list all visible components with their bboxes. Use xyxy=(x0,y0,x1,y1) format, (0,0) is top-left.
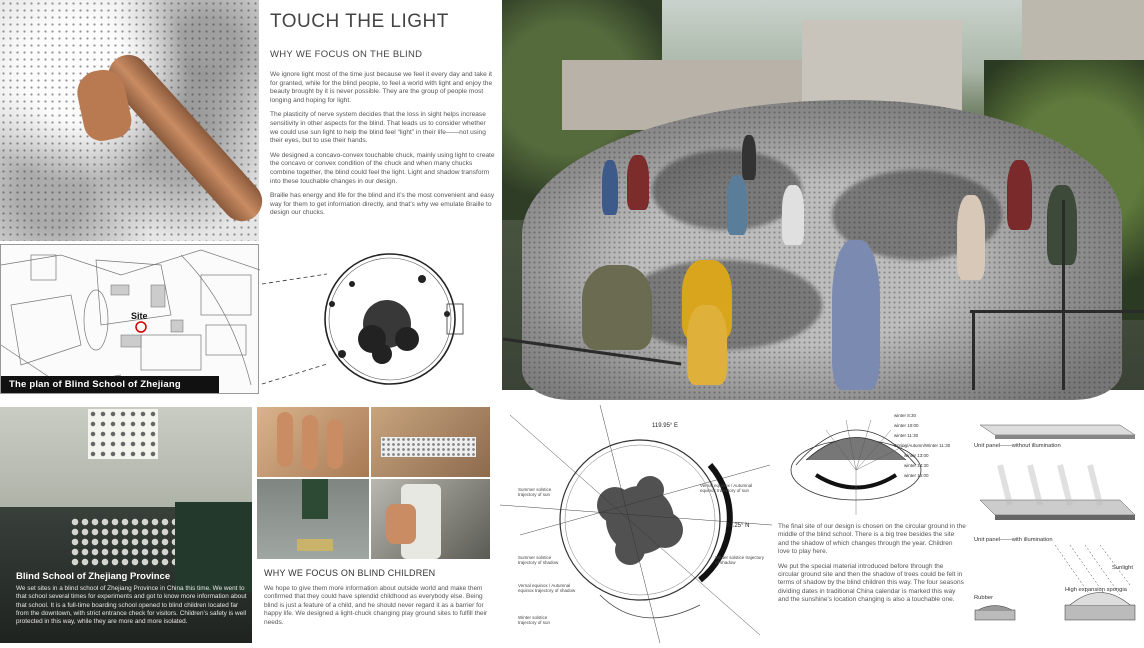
sun-time-label: winter 14:30 xyxy=(904,463,929,468)
child-figure xyxy=(742,135,756,180)
hand-light-photo xyxy=(0,0,259,241)
intro-text-block xyxy=(270,8,496,243)
intro-paragraph: We ignore light most of the time just because we feel it every day and take it for granted, while for the blind people, to feel a world with light and enjoy the beauty brought by it is never possible. They are the group of people most longing and hoping for light. xyxy=(270,71,493,104)
final-paragraph: The final site of our design is chosen on the circular ground in the middle of the blind school. There is a big tree besides the site and the shadow of which changes through the year. Children love to play here. xyxy=(778,523,966,556)
shadow-trajectory-diagram xyxy=(500,405,772,643)
green-wall xyxy=(175,502,252,592)
school-title: Blind School of Zhejiang Province xyxy=(16,571,171,582)
sunlight-label: Sunlight xyxy=(1112,565,1133,571)
spongia-label: High expansion spongia xyxy=(1065,587,1127,593)
sun-time-label: winter 8:30 xyxy=(894,413,917,418)
braille-photo xyxy=(371,479,490,559)
unit-panel-svg xyxy=(970,405,1144,643)
trajectory-label: Vernal equinox / Autumnal equinox trajectory of shadow xyxy=(518,583,576,593)
intro-subtitle: WHY WE FOCUS ON THE BLIND xyxy=(270,49,423,60)
hand-shape xyxy=(386,504,416,544)
intro-paragraph: The plasticity of nerve system decides that the loss in sight helps increase sensitivity in other aspects for the blind. That leads us to consider whether we could use sun light to help the blind feel “light” in their life——not using their eyes, but to use their hands. xyxy=(270,111,486,145)
trajectory-label: Winter solstice trajectory of sun xyxy=(518,615,551,625)
school-photo xyxy=(0,407,252,643)
braille-photo xyxy=(371,407,490,477)
tactile-paving xyxy=(297,539,333,551)
children-text: We hope to give them more information about outside world and make them confirmed that they could have splendid childhood as everybody else. Being blind is just a feature of a child, and he should never regard it as a barrier for happy life. We designed a light-chuck changing play ground sites to fulfill their needs. xyxy=(264,585,488,626)
handrail xyxy=(1062,200,1065,390)
page-title: TOUCH THE LIGHT xyxy=(270,11,449,32)
latitude-label: 30.25° N xyxy=(726,523,750,529)
child-figure xyxy=(602,160,618,215)
finger-shape xyxy=(277,412,293,467)
light-pattern xyxy=(70,517,180,567)
finger-shape xyxy=(327,419,343,469)
braille-photo xyxy=(257,479,369,559)
trajectory-label: Summer solstice trajectory of shadow xyxy=(518,555,559,565)
child-figure xyxy=(1007,160,1032,230)
longitude-label: 119.95° E xyxy=(652,423,678,429)
child-figure xyxy=(582,265,652,350)
intro-paragraph: Braille has energy and life for the blind and it’s the most convenient and easy way for them to get information directly, and that’s why we emulate Braille to design our chucks. xyxy=(270,192,495,217)
handrail xyxy=(972,310,975,390)
child-figure xyxy=(782,185,804,245)
unit-panel-label: Unit panel——with illumination xyxy=(974,537,1053,543)
sun-time-label: winter 16:00 xyxy=(904,473,929,478)
skirt-shape xyxy=(302,479,328,519)
braille-photo-collage xyxy=(257,407,490,559)
sun-time-label: winter 10:00 xyxy=(894,423,919,428)
sun-time-label: winter 11:30 xyxy=(894,433,919,438)
playground-render xyxy=(502,0,1144,390)
site-label: Site xyxy=(131,311,148,321)
rubber-label: Rubber xyxy=(974,595,994,601)
sun-path-svg xyxy=(776,405,966,525)
braille-slate xyxy=(381,437,476,457)
sun-path-diagram xyxy=(776,405,966,525)
child-figure xyxy=(727,175,747,235)
tree-plan-svg xyxy=(262,244,500,394)
child-figure xyxy=(627,155,649,210)
sun-time-label: winter 13:00 xyxy=(904,453,929,458)
child-figure xyxy=(957,195,985,280)
trajectory-label: Vernal equinox / Autumnal equinox trajectory of sun xyxy=(700,483,753,493)
unit-panel-label: Unit panel——without illumination xyxy=(974,443,1061,449)
finger-shape xyxy=(302,415,318,470)
children-subtitle: WHY WE FOCUS ON BLIND CHILDREN xyxy=(264,568,436,578)
lattice-window xyxy=(88,409,158,459)
site-map xyxy=(0,244,259,407)
unit-panel-diagrams xyxy=(970,405,1144,643)
final-site-text xyxy=(778,523,966,611)
trajectory-label: Summer solstice trajectory of sun xyxy=(518,487,552,497)
trajectory-label: Winter solstice trajectory of shadow xyxy=(715,555,765,565)
school-text: We set sites in a blind school of Zhejiang Province in China this time. We went to that school several times for experiments and got to know more information about that school. It is a full-time boarding school opened to blind children located far from the downtown, with strict entrance check for visitors. Children’s safety is well protected in this way, while they are more and more isolated. xyxy=(16,585,247,626)
tree-plan-drawing xyxy=(262,244,500,394)
sun-time-label: Spring/Autumn/Winter 11:30 xyxy=(894,443,951,448)
child-figure xyxy=(687,305,727,385)
final-paragraph: We put the special material introduced before through the circular ground site and then the shadow of trees could be felt in terms of shadow by the blind children this way. The four seasons dividing dates in traditional China calendar is marked this way and the sunshine's location changing is also a touchable one. xyxy=(778,562,964,604)
intro-paragraph: We designed a concavo-convex touchable chuck, mainly using light to create the concavo or convex condition of the chuck and when many chucks combine together, the blind could feel the light. Light and shadow transform into these touchable changes in our design. xyxy=(270,151,495,185)
map-caption: The plan of Blind School of Zhejiang Province xyxy=(1,376,219,393)
braille-photo xyxy=(257,407,369,477)
child-figure xyxy=(832,240,880,390)
handrail xyxy=(970,310,1144,313)
